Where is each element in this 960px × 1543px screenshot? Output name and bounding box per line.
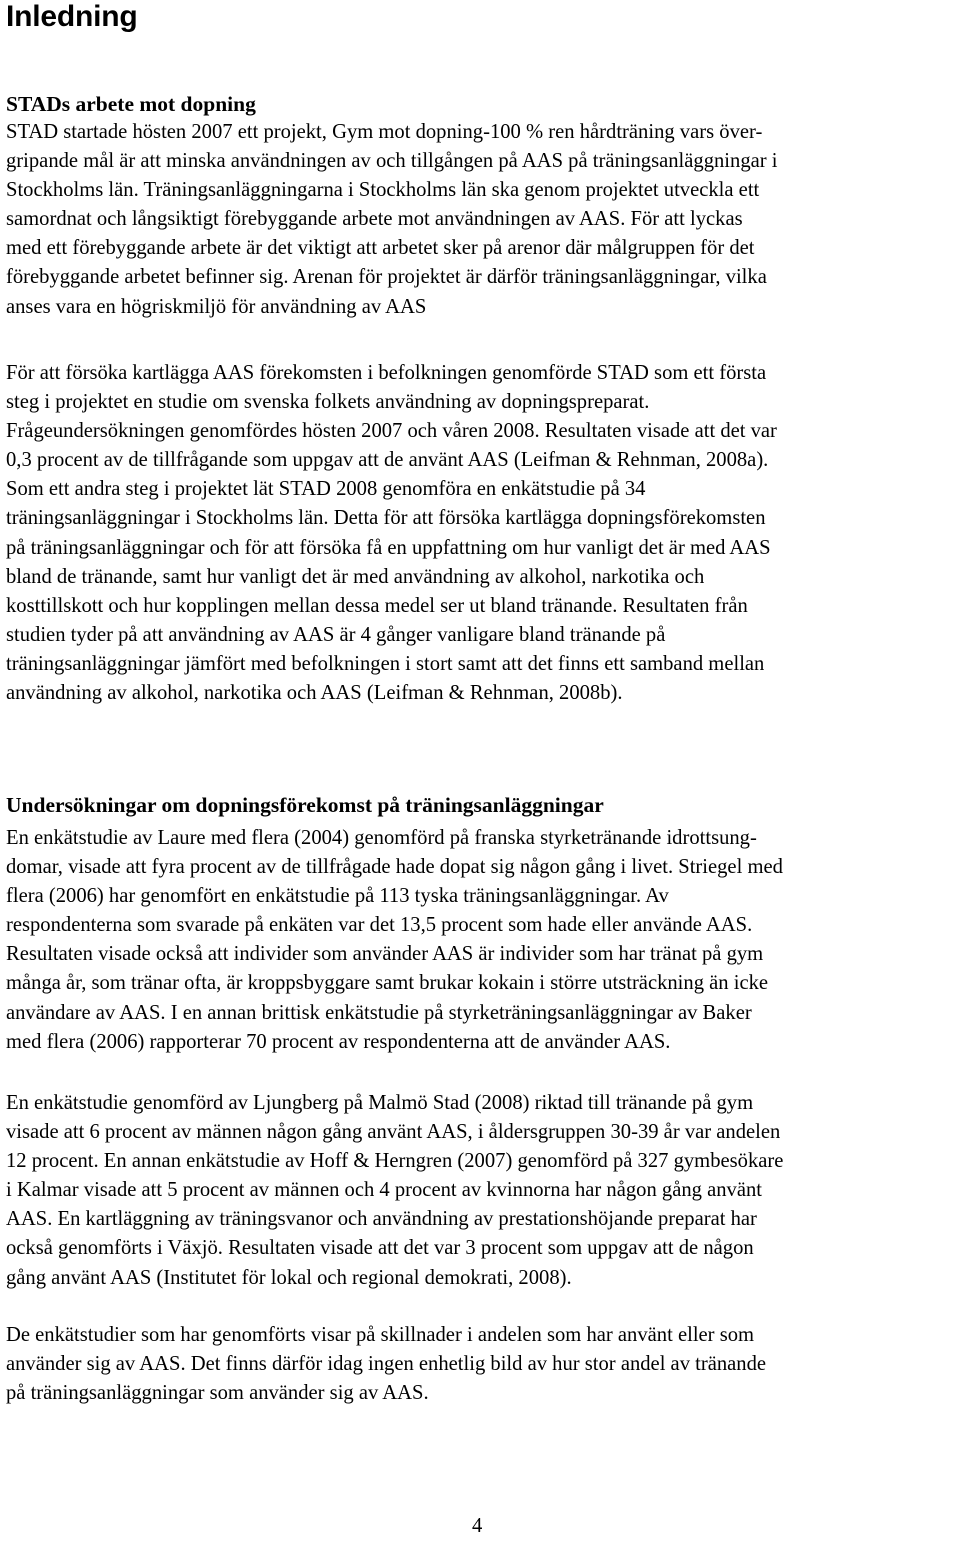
section-heading-stad: STADs arbete mot dopning — [6, 92, 256, 116]
text-line: samordnat och långsiktigt förebyggande arbete mot användningen av AAS. För att lyckas — [6, 208, 743, 231]
text-line: träningsanläggningar i Stockholms län. Detta för att försöka kartlägga dopningsförekomsten — [6, 507, 766, 530]
text-line: anses vara en högriskmiljö för användning av AAS — [6, 295, 427, 318]
text-line: gång använt AAS (Institutet för lokal och regional demokrati, 2008). — [6, 1266, 572, 1289]
paragraph — [6, 118, 960, 322]
text-line: kosttillskott och hur kopplingen mellan dessa medel ser ut bland tränande. Resultaten från — [6, 594, 748, 617]
text-line: bland de tränande, samt hur vanligt det är med användning av alkohol, narkotika och — [6, 565, 705, 588]
text-line: gripande mål är att minska användningen av och tillgången på AAS på träningsanläggningar i — [6, 150, 778, 173]
text-line: steg i projektet en studie om svenska folkets användning av dopningspreparat. — [6, 391, 650, 414]
text-line: använder sig av AAS. Det finns därför idag ingen enhetlig bild av hur stor andel av tränande — [6, 1353, 767, 1376]
text-line: domar, visade att fyra procent av de tillfrågade hade dopat sig någon gång i livet. Striegel med — [6, 856, 783, 879]
paragraph — [6, 1321, 960, 1408]
text-line: med ett förebyggande arbete är det viktigt att arbetet sker på arenor där målgruppen för det — [6, 237, 755, 260]
text-line: visade att 6 procent av männen någon gång använt AAS, i åldersgruppen 30-39 år var andelen — [6, 1121, 781, 1144]
text-line: förebyggande arbetet befinner sig. Arenan för projektet är därför träningsanläggningar, vilka — [6, 266, 767, 289]
page-number: 4 — [472, 1515, 483, 1537]
text-line: i Kalmar visade att 5 procent av männen och 4 procent av kvinnorna har någon gång använt — [6, 1179, 762, 1202]
text-line: också genomförts i Växjö. Resultaten visade att det var 3 procent som uppgav att de någon — [6, 1237, 754, 1260]
text-line: med flera (2006) rapporterar 70 procent av respondenterna att de använder AAS. — [6, 1030, 671, 1053]
page-title: Inledning — [6, 0, 138, 33]
paragraph — [6, 1089, 960, 1293]
text-line: 12 procent. En annan enkätstudie av Hoff & Herngren (2007) genomförd på 327 gymbesökare — [6, 1150, 784, 1173]
text-line: på träningsanläggningar som använder sig av AAS. — [6, 1382, 429, 1405]
text-line: För att försöka kartlägga AAS förekomsten i befolkningen genomförde STAD som ett första — [6, 362, 767, 384]
text-line: STAD startade hösten 2007 ett projekt, Gym mot dopning-100 % ren hårdträning vars över- — [6, 121, 763, 143]
text-line: De enkätstudier som har genomförts visar på skillnader i andelen som har använt eller som — [6, 1324, 755, 1346]
text-line: Som ett andra steg i projektet lät STAD 2008 genomföra en enkätstudie på 34 — [6, 478, 646, 501]
text-line: flera (2006) har genomfört en enkätstudie på 113 tyska träningsanläggningar. Av — [6, 885, 669, 908]
text-line: användare av AAS. I en annan brittisk enkätstudie på styrketräningsanläggningar av Baker — [6, 1001, 752, 1024]
text-line: 0,3 procent av de tillfrågande som uppgav att de använt AAS (Leifman & Rehnman, 2008a). — [6, 449, 769, 472]
paragraph — [6, 824, 960, 1057]
section-heading-undersokningar: Undersökningar om dopningsförekomst på träningsanläggningar — [6, 793, 604, 817]
text-line: många år, som tränar ofta, är kroppsbyggare samt brukar kokain i större utsträckning än icke — [6, 972, 769, 995]
text-line: på träningsanläggningar och för att försöka få en uppfattning om hur vanligt det är med AAS — [6, 536, 771, 559]
text-line: träningsanläggningar jämfört med befolkningen i stort samt att det finns ett samband mellan — [6, 652, 765, 675]
text-line: Resultaten visade också att individer som använder AAS är individer som har tränat på gym — [6, 943, 764, 966]
paragraph — [6, 359, 960, 708]
text-line: En enkätstudie av Laure med flera (2004) genomförd på franska styrketränande idrottsung- — [6, 827, 757, 849]
text-line: användning av alkohol, narkotika och AAS (Leifman & Rehnman, 2008b). — [6, 682, 623, 705]
text-line: studien tyder på att användning av AAS är 4 gånger vanligare bland tränande på — [6, 623, 666, 646]
text-line: Stockholms län. Träningsanläggningarna i Stockholms län ska genom projektet utveckla ett — [6, 179, 760, 202]
text-line: respondenterna som svarade på enkäten var det 13,5 procent som hade eller använde AAS. — [6, 914, 753, 937]
text-line: Frågeundersökningen genomfördes hösten 2007 och våren 2008. Resultaten visade att det var — [6, 420, 777, 443]
text-line: AAS. En kartläggning av träningsvanor och användning av prestationshöjande preparat har — [6, 1208, 757, 1231]
text-line: En enkätstudie genomförd av Ljungberg på Malmö Stad (2008) riktad till tränande på gym — [6, 1092, 754, 1114]
